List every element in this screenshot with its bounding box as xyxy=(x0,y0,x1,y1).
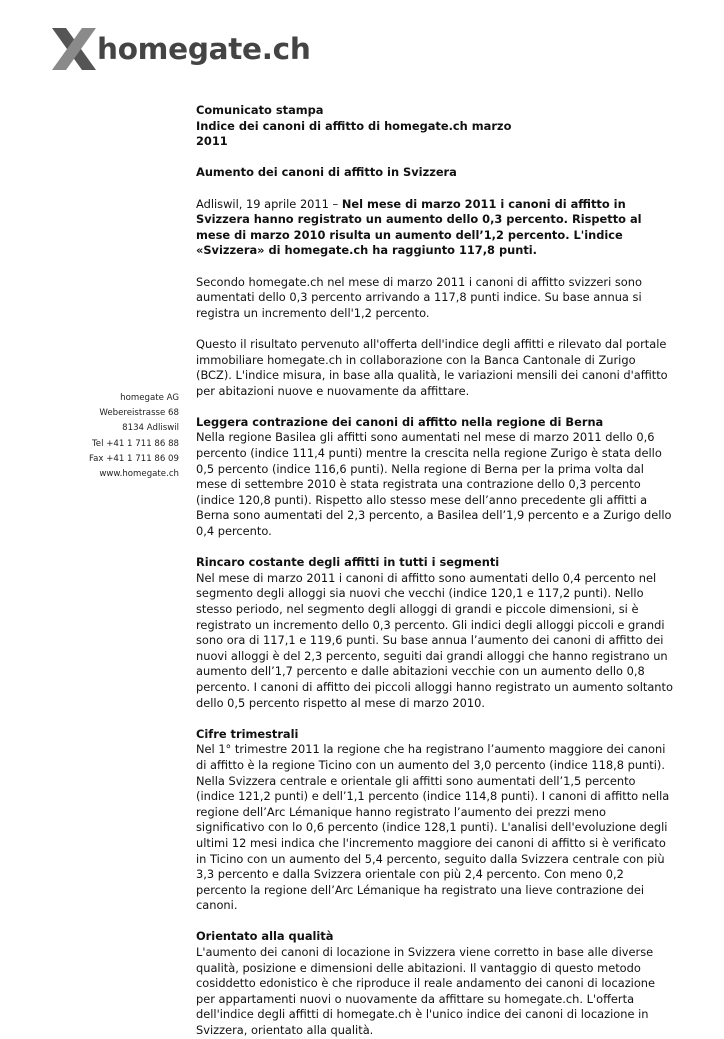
lead-summary: Nel mese di marzo 2011 i canoni di affitto in Svizzera hanno registrato un aumento dello 0,3 percento. Rispetto al mese di marzo 2010 risulta un aumento dell’1,2 percento. L'indice «Svizzera» di homegate.ch ha raggiunto 117,8 punti. xyxy=(196,196,642,258)
section-body: Nel 1° trimestre 2011 la regione che ha registrano l’aumento maggiore dei canoni di affitto è la regione Ticino con un aumento del 3,0 percento (indice 118,8 punti). Nella Svizzera centrale e orientale gli affitti sono aumentati dell’1,5 percento (indice 121,2 punti) e dell’1,1 percento (indice 114,8 punti). I canoni di affitto nella regione dell’Arc Lémanique hanno registrato l’aumento dei prezzi meno significativo con lo 0,6 percento (indice 128,1 punti). L'analisi dell'evoluzione degli ultimi 12 mesi indica che l'incremento maggiore dei canoni di affitto si è verificato in Ticino con un aumento del 5,4 percento, seguito dalla Svizzera centrale con più 3,3 percento e dalla Svizzera orientale con più 2,4 percento. Con meno 0,2 percento la regione dell’Arc Lémanique ha registrato una lieve contrazione dei canoni. xyxy=(196,742,670,913)
homegate-x-icon xyxy=(52,28,96,70)
fax: Fax +41 1 711 86 09 xyxy=(88,453,179,464)
paragraph: Questo il risultato pervenuto all'offerta dell'indice degli affitti e rilevato dal portale immobiliare homegate.ch in collaborazione con la Banca Cantonale di Zurigo (BCZ). L'indice misura, in base alla qualità, le variazioni mensili dei canoni d'affitto per abitazioni nuove e nuovamente da affittare. xyxy=(196,336,668,398)
section-body: Nella regione Basilea gli affitti sono aumentati nel mese di marzo 2011 dello 0,6 percento (indice 111,4 punti) mentre la crescita nella regione Zurigo è stata dello 0,5 percento (indice 116,6 punti). Nella regione di Berna per la prima volta dal mese di settembre 2010 è stata registrata una contrazione dello 0,3 percento (indice 120,8 punti). Rispetto allo stesso mese dell’anno precedente gli affitti a Berna sono aumentati del 2,3 percento, a Basilea dell’1,9 percento e a Zurigo dello 0,4 percento. xyxy=(196,430,672,539)
section-body: Nel mese di marzo 2011 i canoni di affitto sono aumentati dello 0,4 percento nel segmento degli alloggi sia nuovi che vecchi (indice 120,1 e 117,2 punti). Nello stesso periodo, nel segmento degli alloggi di grandi e piccole dimensioni, si è registrato un incremento dello 0,3 percento. Gli indici degli alloggi piccoli e grandi sono ora di 117,1 e 119,6 punti. Su base annua l’aumento dei canoni di affitto dei nuovi alloggi è del 2,3 percento, seguiti dai grandi alloggi che hanno registrano un aumento dell’1,7 percento e dalle abitazioni vecchie con un aumento dello 0,8 percento. I canoni di affitto dei piccoli alloggi hanno registrato un aumento soltanto dello 0,5 percento rispetto al mese di marzo 2010. xyxy=(196,570,673,710)
street: Webereistrasse 68 xyxy=(99,408,179,419)
phone: Tel +41 1 711 86 88 xyxy=(92,438,179,449)
section-heading: Orientato alla qualità xyxy=(196,929,334,944)
headline: Aumento dei canoni di affitto in Svizzera xyxy=(196,165,457,180)
lead-paragraph xyxy=(196,197,674,259)
section-heading: Leggera contrazione dei canoni di affitto nella regione di Berna xyxy=(196,414,604,429)
document-title-line1: Indice dei canoni di affitto di homegate.ch marzo xyxy=(196,118,512,133)
section-heading: Rincaro costante degli affitti in tutti i segmenti xyxy=(196,555,500,570)
section-heading: Cifre trimestrali xyxy=(196,726,299,741)
website-link[interactable]: www.homegate.ch xyxy=(99,469,179,480)
press-release-body xyxy=(196,103,674,1039)
city: 8134 Adliswil xyxy=(122,423,179,434)
sender-address xyxy=(70,391,179,482)
company-name: homegate AG xyxy=(120,393,179,403)
document-type: Comunicato stampa xyxy=(196,103,324,117)
section-body: L'aumento dei canoni di locazione in Svizzera viene corretto in base alle diverse qualità, posizione e dimensioni delle abitazioni. Il vantaggio di questo metodo cosiddetto edonistico è che riproduce il reale andamento dei canoni di locazione per appartamenti nuovi o nuovamente da affittare su homegate.ch. L'offerta dell'indice degli affitti di homegate.ch è l'unico indice dei canoni di locazione in Svizzera, orientato alla qualità. xyxy=(196,945,656,1038)
lead-dateline: Adliswil, 19 aprile 2011 – xyxy=(196,196,342,211)
homegate-logo[interactable] xyxy=(52,28,311,70)
document-title-line2: 2011 xyxy=(196,134,228,149)
logo-text: homegate.ch xyxy=(97,32,311,66)
paragraph: Secondo homegate.ch nel mese di marzo 2011 i canoni di affitto svizzeri sono aumentati dello 0,3 percento arrivando a 117,8 punti indice. Su base annua si registra un incremento dell'1,2 percento. xyxy=(196,274,642,320)
